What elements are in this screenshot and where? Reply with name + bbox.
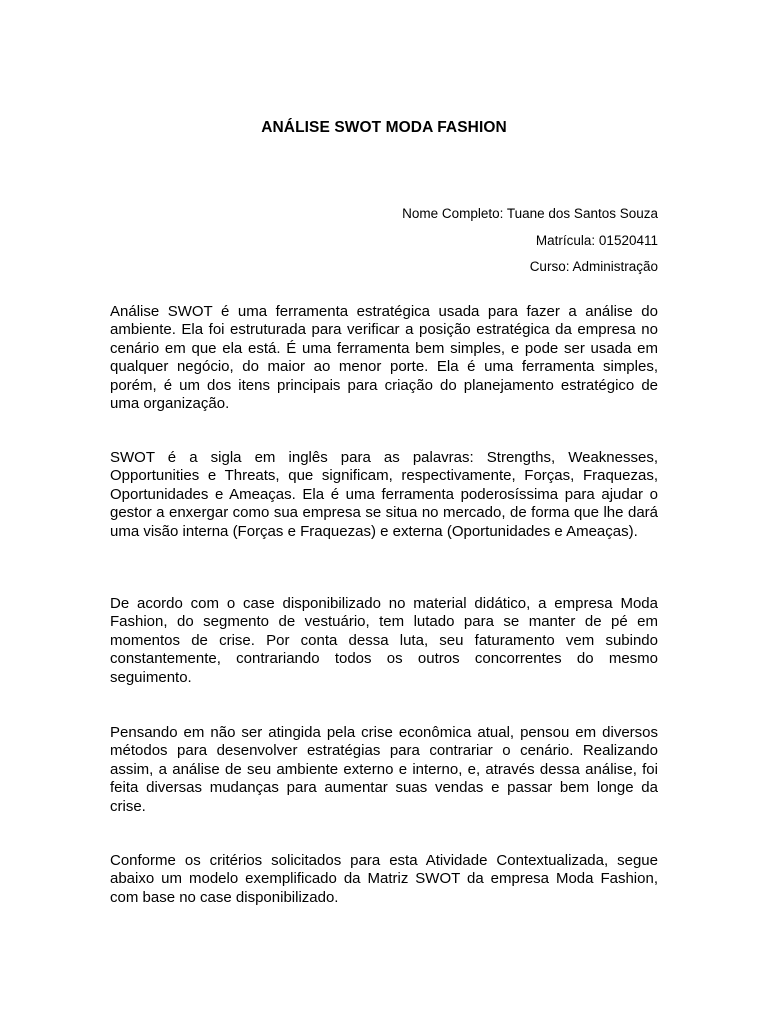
paragraph-case-context: De acordo com o case disponibilizado no material didático, a empresa Moda Fashion, do segmento de vestuário, tem lutado para se manter de pé em momentos de crise. Por conta dessa luta, seu faturamento vem subindo constantemente, contrariando todos os outros concorrentes do mesmo seguimento.: [110, 595, 658, 686]
paragraph-crisis-strategy: Pensando em não ser atingida pela crise econômica atual, pensou em diversos métodos para desenvolver estratégias para contrariar o cenário. Realizando assim, a análise de seu ambiente externo e interno, e, através dessa análise, foi feita diversas mudanças para aumentar suas vendas e passar bem longe da crise.: [110, 724, 658, 815]
author-info-block: [110, 201, 658, 281]
course-line: Curso: Administração: [529, 259, 658, 274]
registration-number-line: Matrícula: 01520411: [535, 232, 658, 248]
paragraph-swot-definition: Análise SWOT é uma ferramenta estratégica usada para fazer a análise do ambiente. Ela foi estruturada para verificar a posição estratégica da empresa no cenário em que ela está. É uma ferramenta bem simples, e pode ser usada em qualquer negócio, do maior ao menor porte. Ela é uma ferramenta simples, porém, é um dos itens principais para criação do planejamento estratégico de uma organização.: [110, 303, 658, 413]
paragraph-conclusion: Conforme os critérios solicitados para esta Atividade Contextualizada, segue abaixo um modelo exemplificado da Matriz SWOT da empresa Moda Fashion, com base no case disponibilizado.: [110, 852, 658, 906]
paragraph-swot-acronym: SWOT é a sigla em inglês para as palavras: Strengths, Weaknesses, Opportunities e Threats, que significam, respectivamente, Forças, Fraquezas, Oportunidades e Ameaças. Ela é uma ferramenta poderosíssima para ajudar o gestor a enxergar como sua empresa se situa no mercado, de forma que lhe dará uma visão interna (Forças e Fraquezas) e externa (Oportunidades e Ameaças).: [110, 449, 658, 540]
author-name-line: Nome Completo: Tuane dos Santos Souza: [402, 206, 658, 221]
document-title: ANÁLISE SWOT MODA FASHION: [261, 119, 507, 136]
